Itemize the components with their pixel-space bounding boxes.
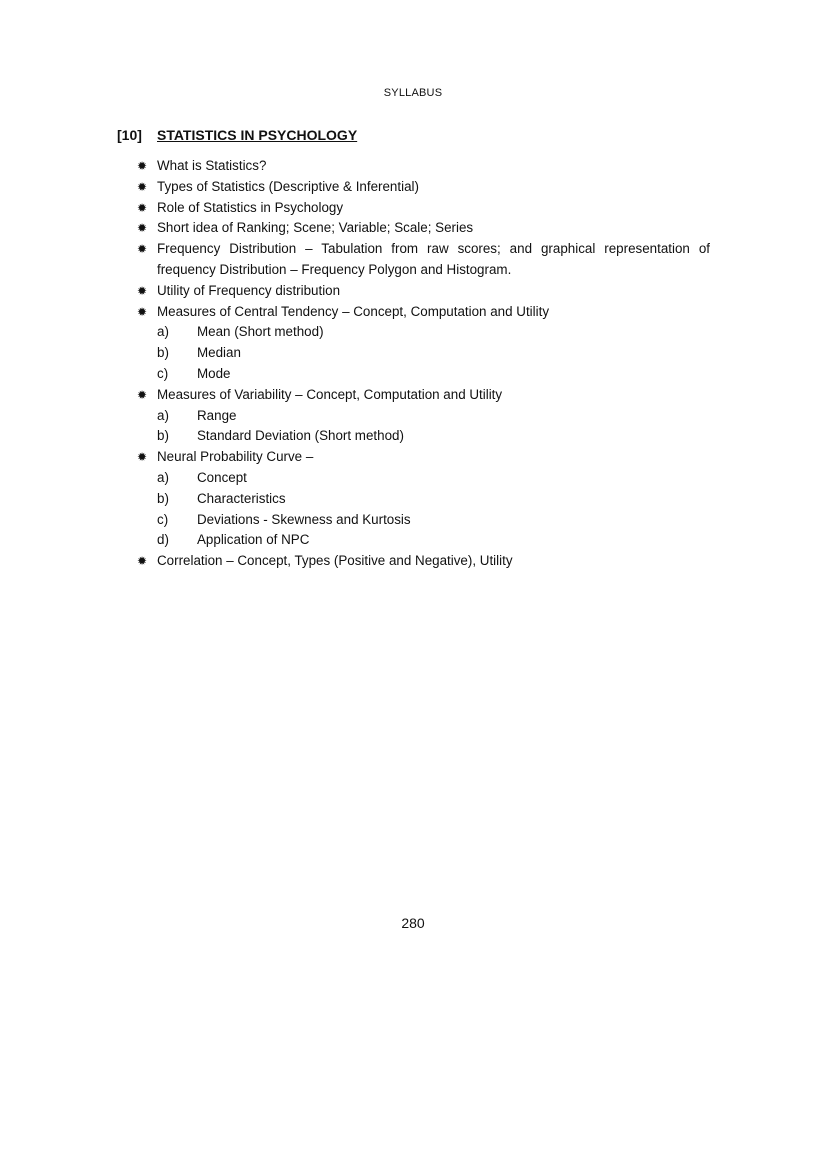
sub-list-item [137, 510, 710, 531]
list-item [137, 156, 710, 177]
section-heading [117, 127, 357, 143]
list-item [137, 218, 710, 239]
eight-point-star-bullet-icon: ✹ [137, 283, 148, 298]
sub-item-text: Concept [197, 469, 247, 485]
sub-item-letter: b) [157, 428, 169, 444]
eight-point-star-bullet-icon: ✹ [137, 159, 148, 173]
sub-list-item [137, 468, 710, 489]
sub-list-item [137, 530, 710, 551]
running-head: SYLLABUS [383, 87, 443, 99]
list-item-text: Utility of Frequency distribution [157, 282, 341, 298]
list-item [137, 447, 710, 468]
eight-point-star-bullet-icon: ✹ [137, 554, 148, 569]
sub-item-letter: a) [157, 407, 169, 423]
list-item [137, 385, 710, 406]
list-item-text: Short idea of Ranking; Scene; Variable; Scale; Series [157, 220, 474, 236]
sub-item-text: Characteristics [197, 490, 286, 506]
sub-item-text: Deviations - Skewness and Kurtosis [197, 511, 411, 527]
sub-list-item [137, 489, 710, 510]
list-item-text: Correlation – Concept, Types (Positive and Negative), Utility [157, 553, 513, 569]
list-item-text: Measures of Central Tendency – Concept, Computation and Utility [157, 303, 550, 319]
eight-point-star-bullet-icon: ✹ [137, 387, 148, 402]
sub-item-letter: c) [157, 365, 169, 381]
sub-item-text: Mean (Short method) [197, 324, 324, 340]
syllabus-topic-list [137, 156, 710, 572]
list-item-continuation: frequency Distribution – Frequency Polygon and Histogram. [157, 261, 512, 277]
sub-item-letter: a) [157, 469, 169, 485]
list-item-text: Neural Probability Curve – [157, 449, 314, 465]
sub-list-item [137, 364, 710, 385]
eight-point-star-bullet-icon: ✹ [137, 304, 148, 319]
list-item [137, 177, 710, 198]
eight-point-star-bullet-icon: ✹ [137, 179, 148, 194]
section-number: [10] [117, 127, 142, 143]
sub-item-letter: c) [157, 511, 169, 527]
sub-item-text: Median [197, 345, 241, 361]
sub-item-letter: d) [157, 532, 169, 548]
list-item [137, 198, 710, 219]
sub-list-item [137, 426, 710, 447]
list-item [137, 551, 710, 572]
list-item-text: What is Statistics? [157, 158, 267, 173]
eight-point-star-bullet-icon: ✹ [137, 221, 148, 236]
list-item [137, 239, 710, 281]
list-item-text: Measures of Variability – Concept, Computation and Utility [157, 386, 503, 402]
sub-list-item [137, 343, 710, 364]
sub-list-item [137, 406, 710, 427]
list-item [137, 302, 710, 323]
sub-item-letter: b) [157, 345, 169, 361]
list-item-text: Types of Statistics (Descriptive & Inferential) [157, 178, 419, 194]
sub-item-letter: a) [157, 324, 169, 340]
list-item-text: Frequency Distribution – Tabulation from raw scores; and graphical representation of [157, 241, 710, 257]
sub-item-text: Standard Deviation (Short method) [197, 428, 404, 444]
sub-item-text: Range [197, 407, 237, 423]
page-number: 280 [401, 915, 425, 931]
eight-point-star-bullet-icon: ✹ [137, 200, 148, 215]
sub-item-text: Application of NPC [197, 532, 310, 548]
sub-list-item [137, 322, 710, 343]
section-title: STATISTICS IN PSYCHOLOGY [157, 127, 358, 143]
sub-item-letter: b) [157, 490, 169, 506]
eight-point-star-bullet-icon: ✹ [137, 242, 148, 257]
list-item-text: Role of Statistics in Psychology [157, 199, 344, 215]
sub-item-text: Mode [197, 365, 231, 381]
eight-point-star-bullet-icon: ✹ [137, 450, 148, 465]
list-item [137, 281, 710, 302]
